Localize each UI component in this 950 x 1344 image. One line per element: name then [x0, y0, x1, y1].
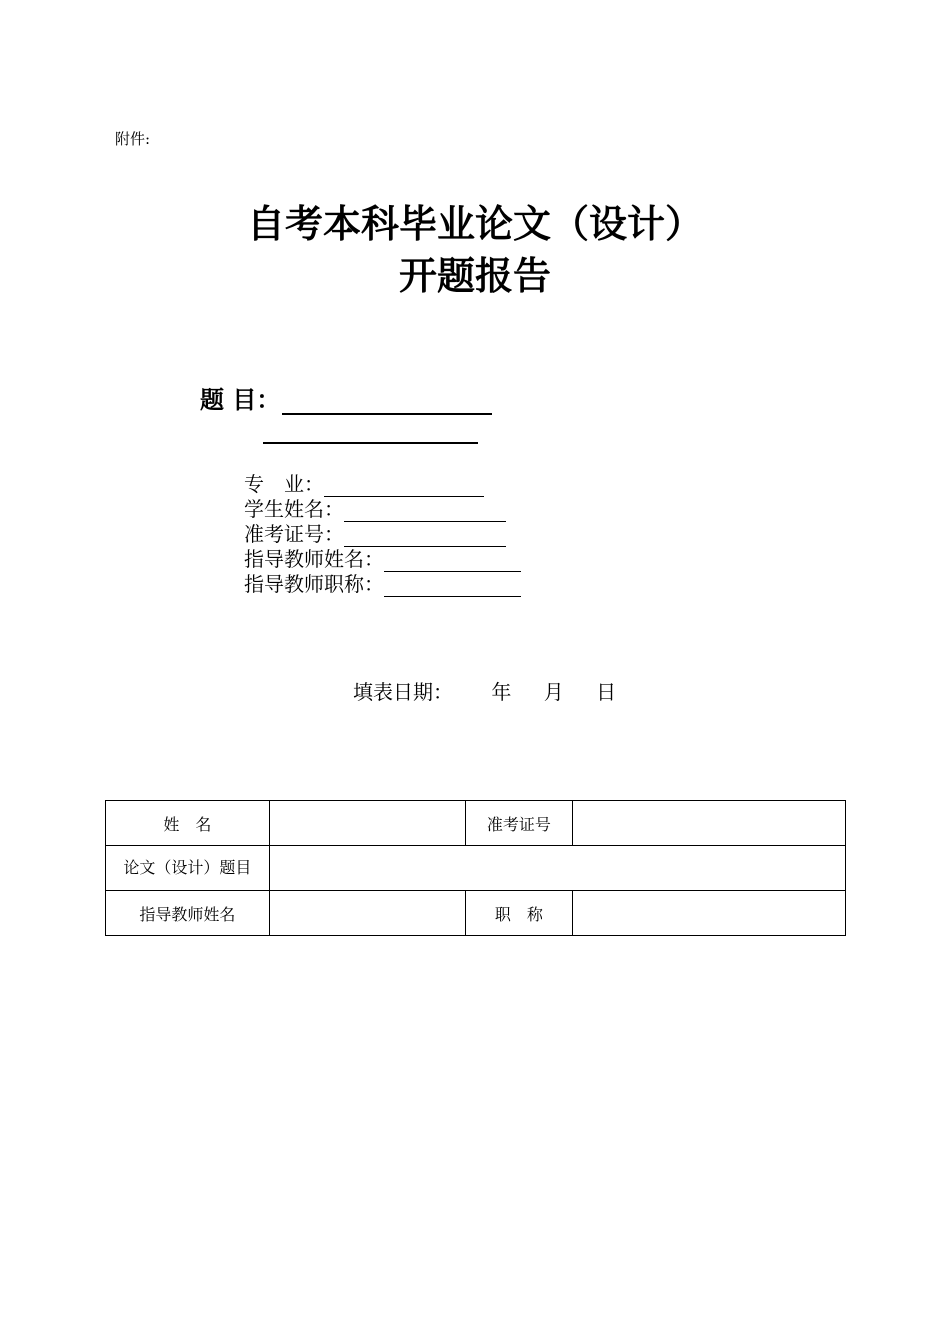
- fill-date: [353, 676, 620, 705]
- student-info-block: [244, 472, 521, 597]
- info-table: [105, 800, 846, 936]
- advisor-name-value-cell[interactable]: [269, 891, 465, 936]
- exam-number-blank[interactable]: [344, 526, 506, 547]
- advisor-name-label: 指导教师姓名：: [244, 547, 384, 571]
- document-title-line1: 自考本科毕业论文（设计）: [246, 202, 703, 246]
- thesis-title-header-cell: 论文（设计）题目: [106, 846, 270, 891]
- advisor-title-row: [244, 572, 521, 597]
- subject-row: [200, 380, 492, 415]
- advisor-name-header-cell: 指导教师姓名: [106, 891, 270, 936]
- thesis-title-value-cell[interactable]: [269, 846, 845, 891]
- attachment-label: 附件:: [115, 130, 151, 148]
- table-row: [106, 846, 846, 891]
- exam-number-label: 准考证号：: [244, 522, 344, 546]
- day-label: 日: [596, 680, 617, 704]
- month-label: 月: [543, 680, 564, 704]
- title-rank-header-cell: 职 称: [465, 891, 573, 936]
- fill-date-label: 填表日期：: [353, 680, 453, 704]
- subject-blank-line-1[interactable]: [282, 383, 492, 415]
- title-rank-value-cell[interactable]: [573, 891, 846, 936]
- advisor-name-blank[interactable]: [384, 551, 521, 572]
- subject-blank-line-2[interactable]: [263, 442, 478, 444]
- student-name-label: 学生姓名：: [244, 497, 344, 521]
- advisor-name-row: [244, 547, 521, 572]
- major-blank[interactable]: [324, 476, 484, 497]
- table-row: [106, 801, 846, 846]
- name-value-cell[interactable]: [269, 801, 465, 846]
- name-header-cell: 姓 名: [106, 801, 270, 846]
- exam-number-value-cell[interactable]: [573, 801, 846, 846]
- subject-label: 题 目：: [200, 386, 281, 414]
- advisor-title-blank[interactable]: [384, 576, 521, 597]
- year-label: 年: [491, 680, 512, 704]
- major-label: 专 业：: [244, 472, 324, 496]
- student-name-row: [244, 497, 521, 522]
- advisor-title-label: 指导教师职称：: [244, 572, 384, 596]
- major-row: [244, 472, 521, 497]
- exam-number-row: [244, 522, 521, 547]
- exam-number-header-cell: 准考证号: [465, 801, 573, 846]
- table-row: [106, 891, 846, 936]
- document-title-line2: 开题报告: [398, 254, 551, 298]
- student-name-blank[interactable]: [344, 501, 506, 522]
